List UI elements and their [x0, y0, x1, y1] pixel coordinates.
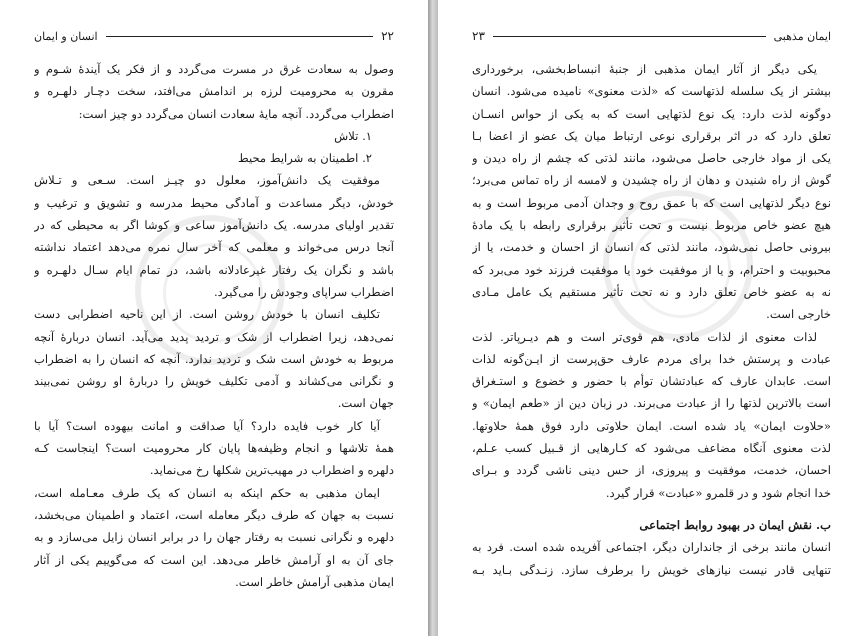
text-line: تنهایی قادر نیست نیازهای خویش را برطرف سازد. زنـدگی بـاید بـه [472, 562, 831, 577]
text-line: هیچ عضو خاص مربوط نیست و تحت تأثیر برقراری رابطه با یک مادهٔ [472, 218, 831, 233]
text-line: لذت معنوی آنگاه مضاعف می‌شود که کـارهایی از قـبیل کسب عـلم، [472, 441, 831, 456]
text-line: خارجی است. [766, 307, 831, 322]
text-line: ایمان مذهبی آرامش خاطر است. [235, 574, 394, 589]
text-line: احسان، خدمت، موفقیت و پیروزی، از حس دینی ناشی گردد و بـرای [472, 463, 831, 478]
text-line: آنجا درس می‌خواند و معلمی که آخر سال نمره می‌دهد اعتماد نداشته [34, 240, 394, 255]
page-body [472, 58, 831, 581]
text-line: دلهره و نگرانی نسبت به رفتار جهان را در برابر انسان زایل می‌سازد و به [34, 530, 394, 545]
section-heading: ب. نقش ایمان در بهبود روابط اجتماعی [639, 517, 831, 532]
text-line: و نگرانی می‌کشاند و آدمی تکلیف خویش را دربارهٔ او روشن نمی‌بیند [34, 374, 394, 389]
page-body [34, 58, 394, 593]
text-line: وصول به سعادت غرق در مسرت می‌گردد و از فکر یک آیندهٔ شـوم و [34, 62, 394, 76]
text-line: بیرونی حاصل نمی‌شود، مانند لذتی که انسان از احسان و خدمت، یا از [472, 240, 831, 255]
text-line: بیشتر از یک سلسله لذتهاست که «لذت معنوی» نامیده می‌شود. انسان [472, 84, 831, 99]
header-title: انسان و ایمان [34, 29, 98, 43]
text-line: «حلاوت ایمان» یاد شده است. ایمان حلاوتی دارد فوق همهٔ حلاوتها. [472, 418, 831, 433]
header-title: ایمان مذهبی [773, 29, 831, 43]
text-line: است بالاترین لذتها را از عبادت می‌برند. در زبان دین از «طعم ایمان» و [472, 396, 831, 411]
text-line: اضطراب سراپای وجودش را می‌گیرد. [213, 284, 394, 299]
text-line: دلهره و اضطراب در مهیب‌ترین شکلها رخ می‌نماید. [149, 463, 394, 478]
header-rule [106, 36, 374, 37]
text-line: نمی‌دهد، زیرا اضطراب از شک و تردید پدید می‌آید. انسان دربارهٔ آنچه [34, 329, 394, 344]
text-line: آیا کار خوب فایده دارد؟ آیا صداقت و امانت بیهوده است؟ آیا با [34, 418, 380, 433]
header-rule [493, 36, 766, 37]
text-line: گوش از راه شنیدن و دهان از راه چشیدن و لامسه از راه تماس می‌برد؛ [472, 173, 831, 188]
text-line: جای آن به او آرامش خاطر می‌دهد. این است که می‌گوییم یکی از آثار [34, 552, 394, 567]
text-line: خودش، دیگر مساعدت و آمادگی محیط مدرسه و تشویق و ترغیب و [34, 195, 394, 210]
text-line: لذات معنوی از لذات مادی، هم قوی‌تر است و هم دیـرپاتر. لذت [472, 329, 817, 344]
text-line: تعلق دارد که در اثر برقراری نوعی ارتباط میان یک عضو از اعضا بـا [472, 128, 831, 143]
running-header [34, 28, 394, 44]
text-line: خدا انجام شود و در قلمرو «عبادت» قرار گیرد. [605, 485, 831, 500]
page-number: ۲۳ [472, 29, 485, 43]
left-page [0, 0, 428, 636]
text-line: عبادت و پرستش خدا برای مردم عارف حق‌پرست از ایـن‌گونه لذات [472, 351, 831, 366]
text-line: ایمان مذهبی به حکم اینکه به انسان که یک طرف معـامله است، [34, 485, 380, 500]
page-number: ۲۲ [381, 29, 394, 43]
text-line: محبوبیت و احترام، و یا از موفقیت خود یا موفقیت فرزند خود می‌برد که [472, 262, 831, 277]
text-line: است. عابدان عارف که عبادتشان توأم با حضور و خضوع و استـغراق [472, 374, 831, 389]
text-line: همهٔ تلاشها و انجام وظیفه‌ها پایان کار محرومیت است؟ اینجاست کـه [34, 441, 394, 456]
right-page [438, 0, 865, 636]
text-line: یکی دیگر از آثار ایمان مذهبی از جنبهٔ انبساط‌بخشی، برخورداری [472, 62, 817, 76]
text-line: نسبت به جهان که طرف دیگر معامله است، اعتماد و اطمینان می‌بخشد، [34, 507, 394, 522]
text-line: تکلیف انسان با خودش روشن است. از این ناحیه اضطرابی دست [34, 307, 380, 322]
text-line: یکی از مواد خارجی حاصل می‌شود، مانند لذتی که چشم از راه دیدن و [472, 151, 831, 166]
text-line: موفقیت یک دانش‌آموز، معلول دو چیـز است. سـعی و تـلاش [34, 173, 380, 188]
text-line: دوگونه لذت دارد: یک نوع لذتهایی است که به یکی از حواس انسـان [472, 106, 831, 121]
text-line: ۱. تلاش [334, 128, 372, 143]
text-line: جهان است. [337, 396, 394, 411]
text-line: ۲. اطمینان به شرایط محیط [237, 151, 372, 166]
book-gutter [428, 0, 438, 636]
text-line: باشد و نگران یک رفتار غیرعادلانه باشد، در تمام ایام سـال دلهـره و [34, 262, 394, 277]
text-line: نه به عضو خاص تعلق دارد و نه تحت تأثیر مستقیم یک عامل مـادی [472, 284, 831, 299]
text-line: نوع دیگر لذتهایی است که با عمق روح و وجدان آدمی مربوط است و به [472, 195, 831, 210]
text-line: مقرون به محرومیت لرزه بر اندامش می‌افتد، سخت دچـار دلهـره و [34, 84, 394, 99]
text-line: مربوط به خودش است شک و تردید ندارد. آنچه که انسان را به اضطراب [34, 351, 394, 366]
text-line: انسان مانند برخی از جانداران دیگر، اجتماعی آفریده شده است. فرد به [472, 540, 831, 555]
running-header [472, 28, 831, 44]
text-line: تقدیر اولیای مدرسه. یک دانش‌آموز ساعی و کوشا اگر به محیطی که در [34, 218, 394, 233]
text-line: اضطراب می‌گردد. آنچه مایهٔ سعادت انسان می‌گردد دو چیز است: [78, 106, 394, 121]
